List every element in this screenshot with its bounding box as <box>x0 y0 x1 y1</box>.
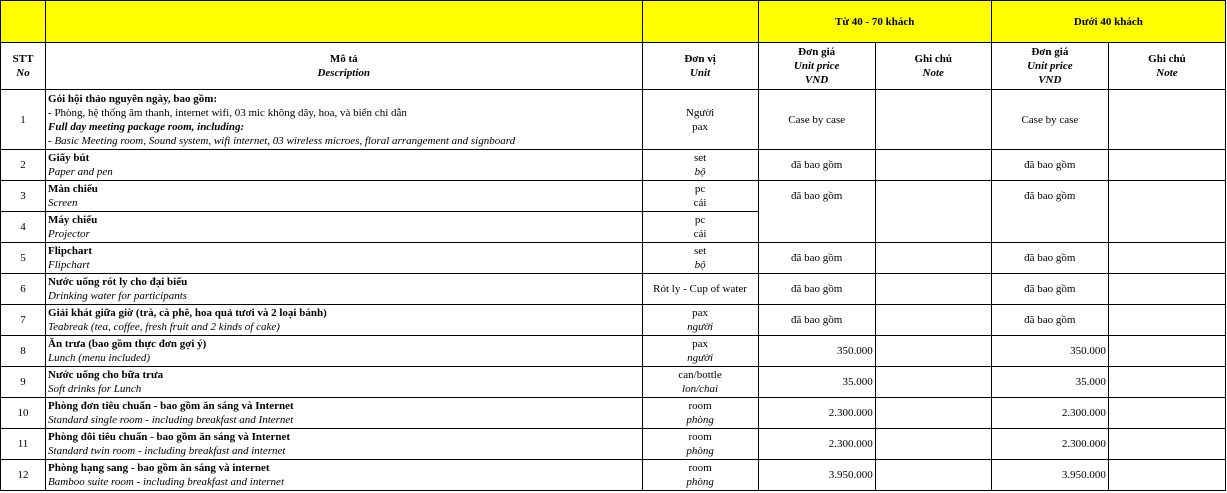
row-price-b: đã bao gồm <box>991 243 1108 274</box>
row-note-a <box>875 181 991 243</box>
row-note-b <box>1108 150 1225 181</box>
row-note-a <box>875 460 991 491</box>
table-row <box>1 150 1226 181</box>
table-row <box>1 460 1226 491</box>
row-note-a <box>875 150 991 181</box>
header-row <box>1 43 1226 90</box>
row-unit: can/bottle lon/chai <box>642 367 758 398</box>
row-note-a <box>875 274 991 305</box>
banner-cell-stt <box>1 1 46 43</box>
header-unit-price-a: Đơn giá Unit price VND <box>758 43 875 90</box>
row-note-a <box>875 398 991 429</box>
row-price-b: 350.000 <box>991 336 1108 367</box>
row-unit: pc cái <box>642 181 758 212</box>
row-description: Ăn trưa (bao gồm thực đơn gợi ý) Lunch (menu included) <box>46 336 642 367</box>
row-price-b: 3.950.000 <box>991 460 1108 491</box>
header-note-b: Ghi chú Note <box>1108 43 1225 90</box>
row-description: Màn chiếu Screen <box>46 181 642 212</box>
header-unit: Đơn vị Unit <box>642 43 758 90</box>
row-note-b <box>1108 429 1225 460</box>
row-price-b: đã bao gồm <box>991 305 1108 336</box>
row-unit: room phòng <box>642 398 758 429</box>
table-row <box>1 90 1226 150</box>
row-note-a <box>875 243 991 274</box>
row-number: 5 <box>1 243 46 274</box>
row-unit: Rót ly - Cup of water <box>642 274 758 305</box>
row-number: 6 <box>1 274 46 305</box>
row-number: 1 <box>1 90 46 150</box>
group-header-under-40: Dưới 40 khách <box>991 1 1225 43</box>
row-unit: Người pax <box>642 90 758 150</box>
row-unit: set bộ <box>642 150 758 181</box>
row-price-a: 2.300.000 <box>758 398 875 429</box>
row-description: Giải khát giữa giờ (trà, cà phê, hoa quả tươi và 2 loại bánh) Teabreak (tea, coffee, fresh fruit and 2 kinds of cake) <box>46 305 642 336</box>
banner-row <box>1 1 1226 43</box>
row-description: Máy chiếu Projector <box>46 212 642 243</box>
row-price-a: 35.000 <box>758 367 875 398</box>
table-row <box>1 336 1226 367</box>
row-note-b <box>1108 460 1225 491</box>
banner-cell-desc <box>46 1 642 43</box>
row-unit: pax người <box>642 336 758 367</box>
row-price-b: đã bao gồm <box>991 274 1108 305</box>
row-description: Phòng đôi tiêu chuẩn - bao gồm ăn sáng và Internet Standard twin room - including breakfast and internet <box>46 429 642 460</box>
row-note-a <box>875 367 991 398</box>
row-price-a: đã bao gồm <box>758 243 875 274</box>
row-price-a: 2.300.000 <box>758 429 875 460</box>
row-note-b <box>1108 336 1225 367</box>
row-number: 11 <box>1 429 46 460</box>
table-row <box>1 274 1226 305</box>
row-number: 9 <box>1 367 46 398</box>
table-row <box>1 367 1226 398</box>
group-header-40-70: Từ 40 - 70 khách <box>758 1 991 43</box>
row-number: 2 <box>1 150 46 181</box>
row-price-a: 350.000 <box>758 336 875 367</box>
row-unit: set bộ <box>642 243 758 274</box>
row-note-b <box>1108 398 1225 429</box>
table-row <box>1 181 1226 212</box>
row-price-b: đã bao gồm <box>991 150 1108 181</box>
row-description: Giấy bút Paper and pen <box>46 150 642 181</box>
row-number: 4 <box>1 212 46 243</box>
row-price-a: 3.950.000 <box>758 460 875 491</box>
row-number: 7 <box>1 305 46 336</box>
row-unit: room phòng <box>642 429 758 460</box>
row-description: Phòng hạng sang - bao gồm ăn sáng và internet Bamboo suite room - including breakfast and internet <box>46 460 642 491</box>
table-row <box>1 429 1226 460</box>
row-price-b: 2.300.000 <box>991 398 1108 429</box>
header-unit-price-b: Đơn giá Unit price VND <box>991 43 1108 90</box>
row-note-a <box>875 429 991 460</box>
row-note-b <box>1108 367 1225 398</box>
row-price-b: đã bao gồm <box>991 181 1108 243</box>
row-note-a <box>875 90 991 150</box>
row-unit: room phòng <box>642 460 758 491</box>
row-description: Nước uống rót ly cho đại biểu Drinking water for participants <box>46 274 642 305</box>
row-price-a: Case by case <box>758 90 875 150</box>
row-note-a <box>875 336 991 367</box>
row-price-b: 2.300.000 <box>991 429 1108 460</box>
row-price-a: đã bao gồm <box>758 150 875 181</box>
row-note-b <box>1108 305 1225 336</box>
row-number: 8 <box>1 336 46 367</box>
banner-cell-unit <box>642 1 758 43</box>
row-price-a: đã bao gồm <box>758 305 875 336</box>
row-price-a: đã bao gồm <box>758 274 875 305</box>
row-note-b <box>1108 90 1225 150</box>
row-price-b: Case by case <box>991 90 1108 150</box>
header-stt: STT No <box>1 43 46 90</box>
row-description: Phòng đơn tiêu chuẩn - bao gồm ăn sáng và Internet Standard single room - including breakfast and Internet <box>46 398 642 429</box>
table-row <box>1 398 1226 429</box>
row-description: Nước uống cho bữa trưa Soft drinks for Lunch <box>46 367 642 398</box>
row-price-b: 35.000 <box>991 367 1108 398</box>
row-note-a <box>875 305 991 336</box>
row-number: 12 <box>1 460 46 491</box>
row-unit: pc cái <box>642 212 758 243</box>
row-description: Gói hội thảo nguyên ngày, bao gồm: - Phòng, hệ thống âm thanh, internet wifi, 03 mic không dây, hoa, và biển chỉ dẫn Full day meeting package room, including: - Basic Meeting room, Sound system, wifi internet, 03 wireless microes, floral arrangement and signboard <box>46 90 642 150</box>
row-description: Flipchart Flipchart <box>46 243 642 274</box>
row-number: 10 <box>1 398 46 429</box>
header-description: Mô tả Description <box>46 43 642 90</box>
header-note-a: Ghi chú Note <box>875 43 991 90</box>
row-price-a: đã bao gồm <box>758 181 875 243</box>
table-row <box>1 243 1226 274</box>
row-note-b <box>1108 181 1225 243</box>
row-note-b <box>1108 274 1225 305</box>
row-unit: pax người <box>642 305 758 336</box>
row-note-b <box>1108 243 1225 274</box>
row-number: 3 <box>1 181 46 212</box>
table-row <box>1 305 1226 336</box>
